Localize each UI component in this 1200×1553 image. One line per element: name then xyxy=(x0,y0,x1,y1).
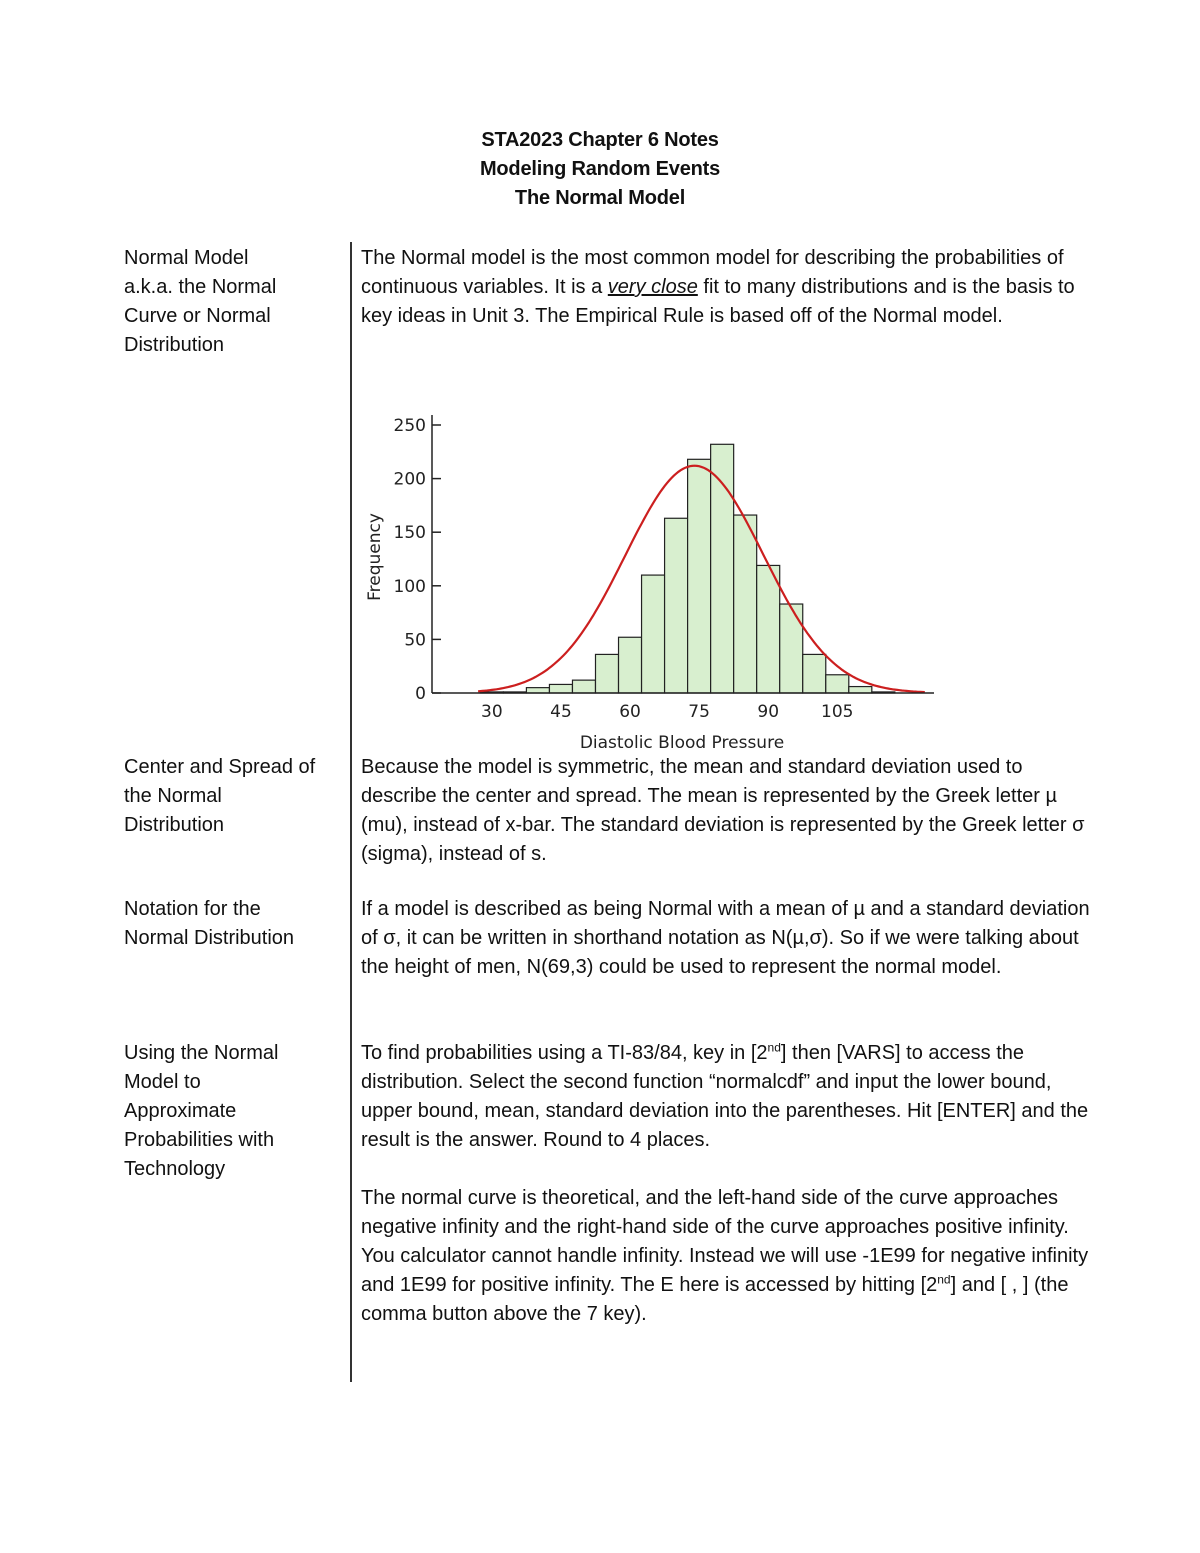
histogram-bar xyxy=(688,459,711,693)
y-tick-label: 0 xyxy=(415,684,426,704)
histogram-bar xyxy=(849,687,872,693)
histogram-bar xyxy=(595,654,618,693)
y-axis-label: Frequency xyxy=(365,513,385,601)
title-line-2: Modeling Random Events xyxy=(479,158,721,180)
section-heading-normal-model: Normal Model a.k.a. the Normal Curve or Normal Distribution xyxy=(124,247,277,356)
histogram-bar xyxy=(826,675,849,693)
histogram-bar xyxy=(757,565,780,693)
histogram-bar xyxy=(780,604,803,693)
histogram-chart xyxy=(352,403,952,753)
x-tick-label: 75 xyxy=(688,702,710,722)
x-tick-label: 30 xyxy=(481,702,503,722)
histogram-bar xyxy=(549,684,572,693)
section-body-technology xyxy=(361,1039,1091,1329)
x-tick-label: 90 xyxy=(757,702,780,722)
section-heading-notation: Notation for the Normal Distribution xyxy=(124,898,295,949)
section-body-notation: If a model is described as being Normal with a mean of µ and a standard deviation of σ, it can be written in shorthand notation as N(µ,σ). So if we were talking about the height of men, N(69,3) could be used to represent the normal model. xyxy=(361,898,1090,978)
x-tick-label: 105 xyxy=(821,702,854,722)
histogram-bar xyxy=(665,518,688,693)
y-tick-label: 150 xyxy=(393,523,426,544)
section-body-center-spread: Because the model is symmetric, the mean and standard deviation used to describe the center and spread. The mean is represented by the Greek letter µ (mu), instead of x-bar. The standard deviation is represented by the Greek letter σ (sigma), instead of s. xyxy=(361,756,1085,865)
title-line-3: The Normal Model xyxy=(514,187,686,209)
histogram-bar xyxy=(642,575,665,693)
emphasis-very-close: very close xyxy=(607,276,698,298)
x-axis-label: Diastolic Blood Pressure xyxy=(579,733,785,753)
paragraph-infinity: The normal curve is theoretical, and the left-hand side of the curve approaches negative infinity and the right-hand side of the curve approaches positive infinity. You calculator cannot handle infinity. Instead we will use -1E99 for negative infinity and 1E99 for positive infinity. The E here is accessed by hitting [2nd] and [ , ] (the comma button above the 7 key). xyxy=(361,1187,1089,1325)
y-tick-label: 250 xyxy=(393,416,426,436)
y-tick-label: 100 xyxy=(393,576,426,597)
histogram-bar xyxy=(526,688,549,693)
y-tick-label: 200 xyxy=(393,469,426,490)
histogram-bar xyxy=(619,637,642,693)
x-tick-label: 45 xyxy=(550,702,572,722)
section-heading-technology: Using the Normal Model to Approximate Probabilities with Technology xyxy=(124,1042,279,1180)
paragraph-ti84-steps: To find probabilities using a TI-83/84, key in [2nd] then [VARS] to access the distribution. Select the second function “normalcdf” and input the lower bound, upper bound, mean, standard deviation into the parentheses. Hit [ENTER] and the result is the answer. Round to 4 places. xyxy=(361,1040,1089,1151)
section-body-normal-model: The Normal model is the most common model for describing the probabilities of continuous variables. It is a very close fit to many distributions and is the basis to key ideas in Unit 3. The Empirical Rule is based off of the Normal model. xyxy=(361,247,1075,327)
histogram-bar xyxy=(803,654,826,693)
section-heading-center-spread: Center and Spread of the Normal Distribution xyxy=(124,756,316,836)
histogram-bar xyxy=(734,515,757,693)
title-line-1: STA2023 Chapter 6 Notes xyxy=(481,129,719,151)
histogram-bar xyxy=(572,680,595,693)
document-title xyxy=(0,126,1200,213)
y-tick-label: 50 xyxy=(404,630,426,651)
x-tick-label: 60 xyxy=(619,702,641,722)
